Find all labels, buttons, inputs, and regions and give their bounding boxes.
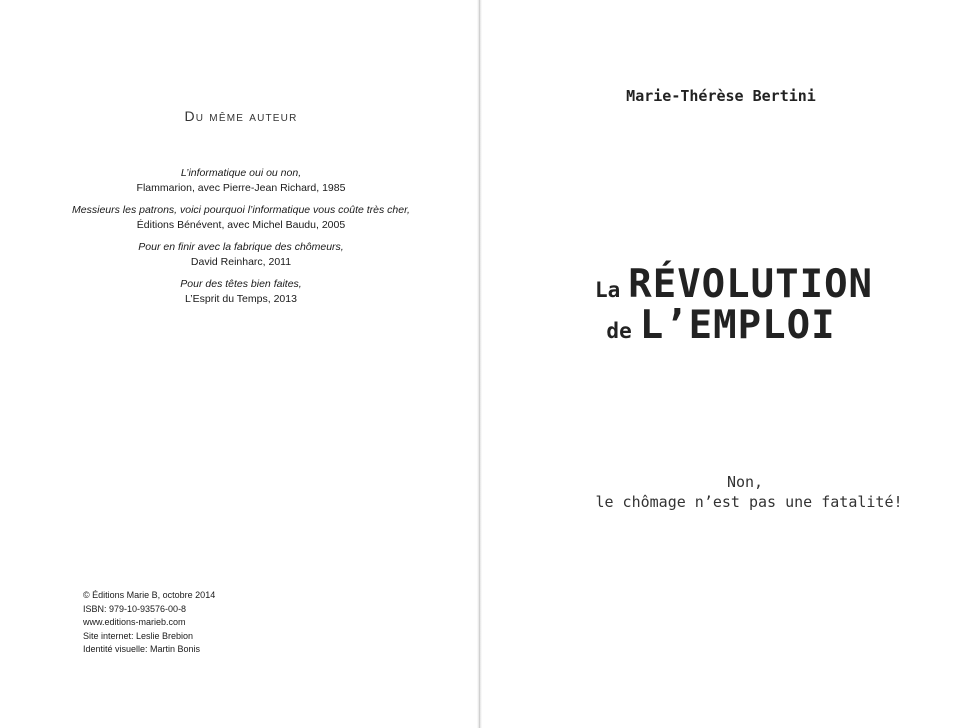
- website-line: www.editions-marieb.com: [83, 617, 186, 628]
- visual-identity-credit-line: Identité visuelle: Martin Bonis: [83, 644, 201, 655]
- isbn-line: ISBN: 979-10-93576-00-8: [83, 603, 187, 614]
- title-word-emploi: L’EMPLOI: [639, 303, 836, 348]
- bibliography-item-details: Éditions Bénévent, avec Michel Baudu, 2005: [136, 219, 346, 231]
- site-credit-line: Site internet: Leslie Brebion: [83, 630, 194, 641]
- bibliography-item: [0, 166, 482, 196]
- title-line-2: [482, 303, 960, 348]
- bibliography-item-title: Pour des têtes bien faites,: [180, 278, 302, 290]
- copyright-line: © Éditions Marie B, octobre 2014: [83, 590, 216, 600]
- bibliography-item: [0, 277, 482, 307]
- bibliography-item: [0, 203, 482, 233]
- bibliography-item-title: L’informatique oui ou non,: [180, 167, 302, 179]
- bibliography-item-details: Flammarion, avec Pierre-Jean Richard, 1985: [136, 182, 346, 194]
- colophon: [83, 589, 215, 657]
- title-page: [482, 0, 960, 728]
- section-heading: Du même auteur: [184, 108, 298, 124]
- title-article: La: [594, 278, 621, 302]
- bibliography-item-title: Messieurs les patrons, voici pourquoi l’informatique vous coûte très cher,: [72, 204, 410, 216]
- bibliography-list: [0, 166, 482, 314]
- bibliography-item-title: Pour en finir avec la fabrique des chômeurs,: [138, 241, 344, 253]
- book-title: [482, 262, 960, 348]
- bibliography-item-details: David Reinharc, 2011: [190, 256, 292, 268]
- title-preposition: de: [606, 319, 632, 343]
- author-name: Marie-Thérèse Bertini: [626, 87, 816, 105]
- bibliography-item: [0, 240, 482, 270]
- book-subtitle: [482, 472, 960, 512]
- subtitle-line-2: le chômage n’est pas une fatalité!: [595, 493, 903, 511]
- title-line-1: [508, 262, 960, 307]
- bibliography-item-details: L’Esprit du Temps, 2013: [185, 293, 297, 305]
- title-word-revolution: RÉVOLUTION: [628, 262, 874, 307]
- subtitle-line-1: Non,: [726, 473, 764, 491]
